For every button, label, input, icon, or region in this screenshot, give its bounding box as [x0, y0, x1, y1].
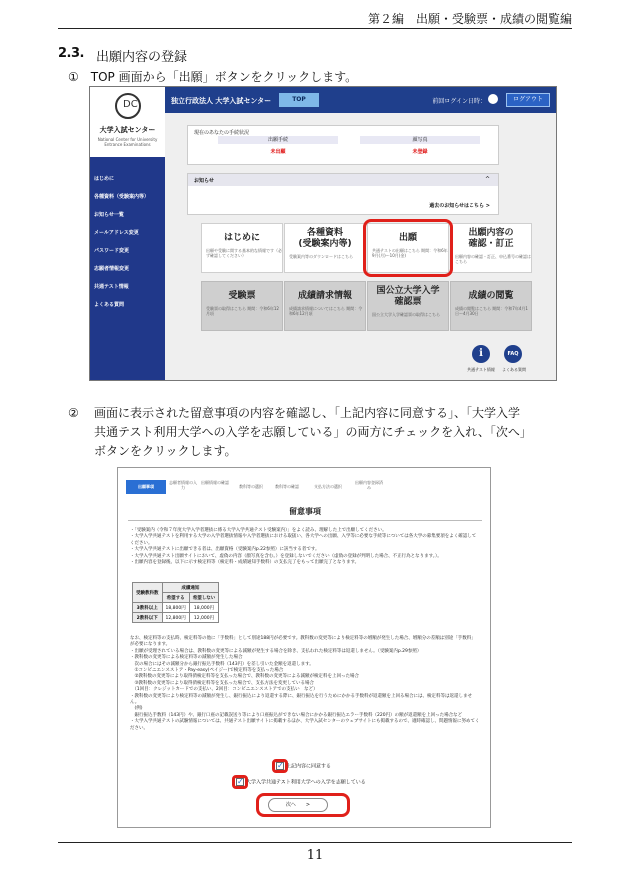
- note-item: なお、検定料等の支払時、検定料等の他に「手数料」として別途188円が必要です。教科数の変更等により検定料等の増額が発生した場合、増額分の差額は別途「手数料」が必要になります。: [130, 636, 476, 648]
- progress-step: 出願情報の確認: [201, 480, 229, 485]
- fee-row-label: 3教科以上: [133, 603, 163, 613]
- status-photo-value: 未登録: [412, 149, 428, 155]
- applicant-checkbox-row[interactable]: [236, 778, 366, 786]
- note-item: ②教科数の変更等により取得済検定料等を支払った場合で、教科数の変更等による減額が検定料を上回った場合: [130, 674, 359, 680]
- info-caption: 共通テスト情報: [467, 367, 495, 372]
- tile-sub: 国公立大学入学確認票の取得はこちら: [372, 312, 440, 317]
- note-item: ・大学入学共通テストの試験情報については、共通テスト出願サイトに掲載するほか、大学入試センターのウェブサイトにも掲載するので、適時確認し、問題情報に努めてください。: [130, 719, 480, 731]
- note-item: ・大学入学共通テストを利用する大学の入学者選抜情報や入学者選抜における取扱い、各大学への出願、入学等に必要な手続等については各大学の募集要項をよく確認してください。: [130, 534, 477, 546]
- tile-title: 国公立大学入学 確認票: [376, 286, 440, 307]
- note-item: （1回目：クレジットカードでの支払い、2回目：コンビニエンスストアでの支払い など）: [130, 687, 318, 693]
- section-title: 出願内容の登録: [96, 50, 188, 65]
- logo-area: [90, 87, 165, 157]
- tile-admission-ticket[interactable]: [201, 281, 283, 331]
- header-rule: [58, 28, 572, 29]
- fee-col-label: 受験教科数: [133, 583, 163, 603]
- step-1-instruction: ① TOP 画面から「出願」ボタンをクリックします。: [68, 70, 358, 84]
- top-page-screenshot: [89, 86, 557, 381]
- tile-title: 受験票: [228, 291, 256, 301]
- progress-step: 教科等の選択: [239, 484, 263, 489]
- fee-col: 希望しない: [189, 593, 219, 603]
- info-icon[interactable]: i: [472, 345, 490, 363]
- highlight-application-tile: [363, 219, 453, 277]
- tile-sub: 出願や受験に関する基本的な情報です（必ず確認してください）: [206, 248, 282, 258]
- table-row: [133, 603, 219, 613]
- tile-score-request[interactable]: [284, 281, 366, 331]
- chevron-up-icon[interactable]: ^: [484, 176, 490, 183]
- fee-cell: 18,800円: [162, 603, 189, 613]
- agree-label: 上記内容に同意する: [286, 763, 332, 770]
- fee-header: 成績通知: [162, 583, 219, 593]
- footer-rule: [58, 842, 572, 843]
- sidebar-item-email[interactable]: メールアドレス変更: [94, 230, 139, 236]
- note-item: (例): [130, 706, 143, 712]
- fee-row-label: 2教科以下: [133, 613, 163, 623]
- progress-step: 支払方法の選択: [314, 484, 342, 489]
- progress-step: 出願事項: [126, 480, 166, 494]
- progress-step: 出願内容登録済み: [355, 480, 383, 490]
- notes-title: 留意事項: [289, 507, 321, 516]
- highlight-agree-checkbox: [272, 759, 288, 773]
- fee-cell: 12,800円: [162, 613, 189, 623]
- sidebar: [90, 157, 165, 380]
- sidebar-item-intro[interactable]: はじめに: [94, 176, 115, 182]
- notes-title-rule: [128, 520, 482, 521]
- tile-title: はじめに: [223, 233, 260, 243]
- notes-text-2: [130, 636, 480, 732]
- status-col-application: 出願手続: [218, 136, 338, 144]
- news-panel: [187, 173, 499, 215]
- news-label: お知らせ: [194, 178, 214, 184]
- note-item: ①コンビニエンスストア・Pay-easy(ペイジー)で検定料等を支払った場合: [130, 668, 284, 674]
- progress-step: 志願者情報の入力: [169, 480, 197, 490]
- status-col-photo: 顔写真: [360, 136, 480, 144]
- section-number: 2.3.: [58, 46, 84, 61]
- sidebar-item-password[interactable]: パスワード変更: [94, 248, 130, 254]
- status-label: 現在のあなたの手続状況: [194, 130, 250, 136]
- sidebar-item-applicant-info[interactable]: 志願者情報変更: [94, 266, 130, 272]
- org-name: 大学入試センター: [99, 126, 156, 134]
- note-item: ・「受験案内（令和７年度大学入学者選抜に係る大学入学共通テスト受験案内）」をよく読み、理解した上で出願してください。: [130, 528, 387, 533]
- notes-text: [130, 528, 480, 566]
- applicant-label: 大学入学共通テスト利用大学への入学を志願している: [246, 779, 366, 786]
- tile-title: 出願: [398, 233, 417, 243]
- faq-caption: よくある質問: [502, 367, 526, 372]
- fee-cell: 18,000円: [189, 603, 219, 613]
- top-bar: [165, 87, 556, 113]
- fee-table: [132, 582, 219, 623]
- fee-col: 希望する: [162, 593, 189, 603]
- running-header: 第２編 出願・受験票・成績の閲覧編: [367, 12, 572, 26]
- highlight-next-button: [256, 793, 350, 817]
- fee-cell: 12,000円: [189, 613, 219, 623]
- note-item: 銀行振込手数料（143円）や、銀行口座の記載誤送り等により口座振込ができない場合にかかる銀行振込エラー手数料（220円）の額が返還額を上回った場合など: [130, 712, 463, 718]
- step-2-line-3: ボタンをクリックします。: [94, 444, 237, 458]
- user-icon: [488, 94, 498, 104]
- note-item: ・大学入学共通テスト出願サイトにおいて、虚偽の内容（顔写真を含む。）を登録しないでください（虚偽の登録が判明した場合、不正行為となります。）。: [130, 553, 442, 559]
- step-2-number: ②: [68, 406, 79, 420]
- progress-steps: [118, 476, 491, 498]
- note-item: ・出願が受理されている場合は、教科数の変更等による減額が発生する場合を除き、支払われた検定料等は返還しません。（受験案内p.29参照）: [130, 648, 422, 654]
- sidebar-item-news[interactable]: お知らせ一覧: [94, 212, 124, 218]
- tile-confirm-correct[interactable]: [450, 223, 532, 273]
- tile-title: 出願内容の 確認・訂正: [468, 228, 514, 249]
- step-2-line-1: 画面に表示された留意事項の内容を確認し、「上記内容に同意する」、「大学入学: [94, 406, 521, 420]
- tile-sub: 出願内容の確認・訂正、申込番号の確認はこちら: [455, 254, 531, 264]
- topbar-title: 独立行政法人 大学入試センター: [171, 97, 272, 105]
- note-item: 次の場合にはその減額分から銀行振込手数料（143円）を差し引いた金額を返還します。: [130, 661, 314, 667]
- note-item: ・教科数の変更等による検定料等の減額が発生した場合: [130, 655, 243, 661]
- news-bar[interactable]: [188, 174, 498, 186]
- tile-score-view[interactable]: [450, 281, 532, 331]
- table-row: [133, 613, 219, 623]
- note-item: ・教科数の変更等により検定料等の減額が発生し、銀行振込により返還する際に、銀行振込を行うためにかかる手数料が返還額を上回る場合には、検定料等は返還しません。: [130, 693, 472, 706]
- tile-sub: 成績の閲覧はこちら 期間：令和7年4月1日〜4月30日: [455, 306, 528, 316]
- tile-documents[interactable]: [284, 223, 366, 273]
- emblem-icon: DC: [115, 93, 141, 119]
- page-number: 11: [306, 848, 324, 863]
- tile-title: 各種資料 (受験案内等): [298, 228, 352, 249]
- status-panel: [187, 125, 499, 165]
- highlight-applicant-checkbox: [232, 775, 248, 789]
- progress-step: 教科等の確認: [275, 484, 299, 489]
- next-button[interactable]: 次へ >: [268, 798, 328, 812]
- sidebar-item-test-info[interactable]: 共通テスト情報: [94, 284, 129, 290]
- status-application-value: 未出願: [270, 149, 286, 155]
- top-button[interactable]: TOP: [279, 93, 319, 107]
- tile-sub: 受験票の取得はこちら 期間：令和6年12月頃: [206, 306, 279, 316]
- tile-title: 成績請求情報: [297, 291, 352, 301]
- note-item: ・大学入学共通テストに出願できる者は、出願資格（受験案内p.22参照）に該当する者です。: [130, 547, 320, 553]
- sidebar-item-faq[interactable]: よくある質問: [94, 302, 125, 308]
- sidebar-item-documents[interactable]: 各種資料（受験案内等）: [94, 194, 150, 200]
- faq-icon[interactable]: FAQ: [504, 345, 522, 363]
- news-more-link[interactable]: 過去のお知らせはこちら >: [429, 203, 490, 209]
- step-2-instruction: [68, 404, 582, 461]
- tile-sub: 共通テストの出願はこちら 期間：令和6年9月(月)〜10月(金): [372, 248, 448, 258]
- tile-sub: 成績請求情報についてはこちら 期間：令和6年12月頃: [289, 306, 363, 316]
- tile-title: 成績の閲覧: [468, 291, 514, 301]
- logout-button[interactable]: ログアウト: [506, 93, 550, 107]
- notes-page-screenshot: [117, 467, 491, 828]
- tile-sub: 受験案内等のダウンロードはこちら: [289, 254, 353, 259]
- tile-national-univ-confirmation[interactable]: [367, 281, 449, 331]
- org-eng-name: National Center for University Entrance Examinations: [97, 137, 158, 147]
- note-item: ・出願内容を登録後、以下に示す検定料等（検定料・成績通知手数料）の支払完了をもって出願完了となります。: [130, 560, 360, 566]
- tile-intro[interactable]: [201, 223, 283, 273]
- last-login: 前回ログイン日時：: [432, 98, 486, 105]
- note-item: ③教科数の変更等により取得済検定料等を支払った場合で、支払方法を変更している場合: [130, 680, 314, 686]
- step-2-line-2: 共通テスト利用大学への入学を志願している」の両方にチェックを入れ、「次へ」: [94, 425, 532, 439]
